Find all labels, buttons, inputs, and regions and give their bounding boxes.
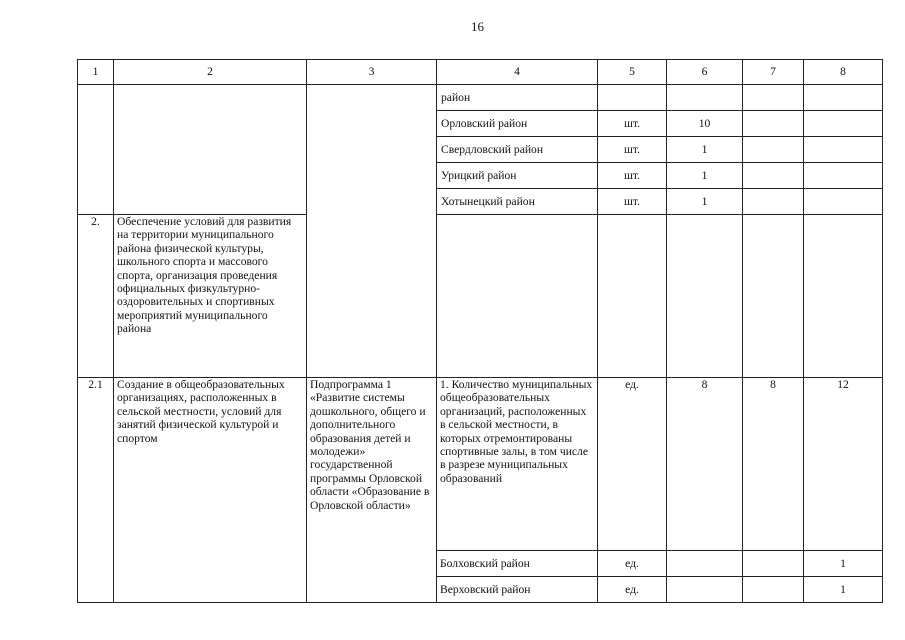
unit-cell: шт. xyxy=(598,137,667,163)
col7-cell xyxy=(743,577,804,603)
col7-cell: 8 xyxy=(743,378,804,551)
col7-cell xyxy=(743,85,804,111)
col8-cell: 12 xyxy=(804,378,883,551)
header-cell: 8 xyxy=(804,60,883,85)
col7-cell xyxy=(743,189,804,215)
col8-cell xyxy=(804,215,883,378)
header-cell: 4 xyxy=(437,60,598,85)
indicator-cell: Свердловский район xyxy=(437,137,598,163)
indicator-table xyxy=(77,59,883,603)
program-cell: Подпрограмма 1 «Развитие системы дошкольного, общего и дополнительного образования детей и молодежи» государственной программы Орловской области «Образование в Орловской области» xyxy=(307,378,437,603)
col6-cell: 1 xyxy=(667,189,743,215)
indicator-cell xyxy=(437,215,598,378)
col6-cell: 8 xyxy=(667,378,743,551)
header-cell: 7 xyxy=(743,60,804,85)
col6-cell: 1 xyxy=(667,163,743,189)
col8-cell xyxy=(804,111,883,137)
num-cell: 2.1 xyxy=(78,378,114,603)
program-cell-empty xyxy=(307,85,437,378)
indicator-cell: Орловский район xyxy=(437,111,598,137)
indicator-cell: Хотынецкий район xyxy=(437,189,598,215)
table-row xyxy=(78,85,883,111)
col7-cell xyxy=(743,215,804,378)
col8-cell xyxy=(804,137,883,163)
col6-cell xyxy=(667,85,743,111)
unit-cell xyxy=(598,85,667,111)
header-cell: 6 xyxy=(667,60,743,85)
unit-cell: ед. xyxy=(598,551,667,577)
indicator-cell: Урицкий район xyxy=(437,163,598,189)
table-row xyxy=(78,378,883,551)
col7-cell xyxy=(743,137,804,163)
unit-cell: шт. xyxy=(598,189,667,215)
col8-cell: 1 xyxy=(804,551,883,577)
col6-cell: 1 xyxy=(667,137,743,163)
col6-cell xyxy=(667,551,743,577)
unit-cell: ед. xyxy=(598,577,667,603)
page-number: 16 xyxy=(471,19,484,34)
unit-cell xyxy=(598,215,667,378)
header-cell: 2 xyxy=(114,60,307,85)
col8-cell xyxy=(804,189,883,215)
indicator-cell: 1. Количество муниципальных общеобразовательных организаций, расположенных в сельской местности, в которых отремонтированы спортивные залы, в том числе в разрезе муниципальных образований xyxy=(437,378,598,551)
num-cell: 2. xyxy=(78,215,114,378)
unit-cell: шт. xyxy=(598,111,667,137)
header-cell: 5 xyxy=(598,60,667,85)
header-cell: 1 xyxy=(78,60,114,85)
name-cell-empty xyxy=(114,85,307,215)
header-row xyxy=(78,60,883,85)
col6-cell: 10 xyxy=(667,111,743,137)
indicator-cell: Верховский район xyxy=(437,577,598,603)
indicator-cell: Болховский район xyxy=(437,551,598,577)
col8-cell xyxy=(804,163,883,189)
name-cell: Обеспечение условий для развития на территории муниципального района физической культуры, школьного спорта и массового спорта, организация проведения официальных физкультурно-оздоровительных и спортивных мероприятий муниципального района xyxy=(114,215,307,378)
unit-cell: ед. xyxy=(598,378,667,551)
col6-cell xyxy=(667,215,743,378)
col7-cell xyxy=(743,163,804,189)
table-row xyxy=(78,215,883,378)
unit-cell: шт. xyxy=(598,163,667,189)
col6-cell xyxy=(667,577,743,603)
col8-cell: 1 xyxy=(804,577,883,603)
col7-cell xyxy=(743,111,804,137)
name-cell: Создание в общеобразовательных организациях, расположенных в сельской местности, условий для занятий физической культурой и спортом xyxy=(114,378,307,603)
header-cell: 3 xyxy=(307,60,437,85)
col7-cell xyxy=(743,551,804,577)
indicator-cell: район xyxy=(437,85,598,111)
num-cell-empty xyxy=(78,85,114,215)
col8-cell xyxy=(804,85,883,111)
